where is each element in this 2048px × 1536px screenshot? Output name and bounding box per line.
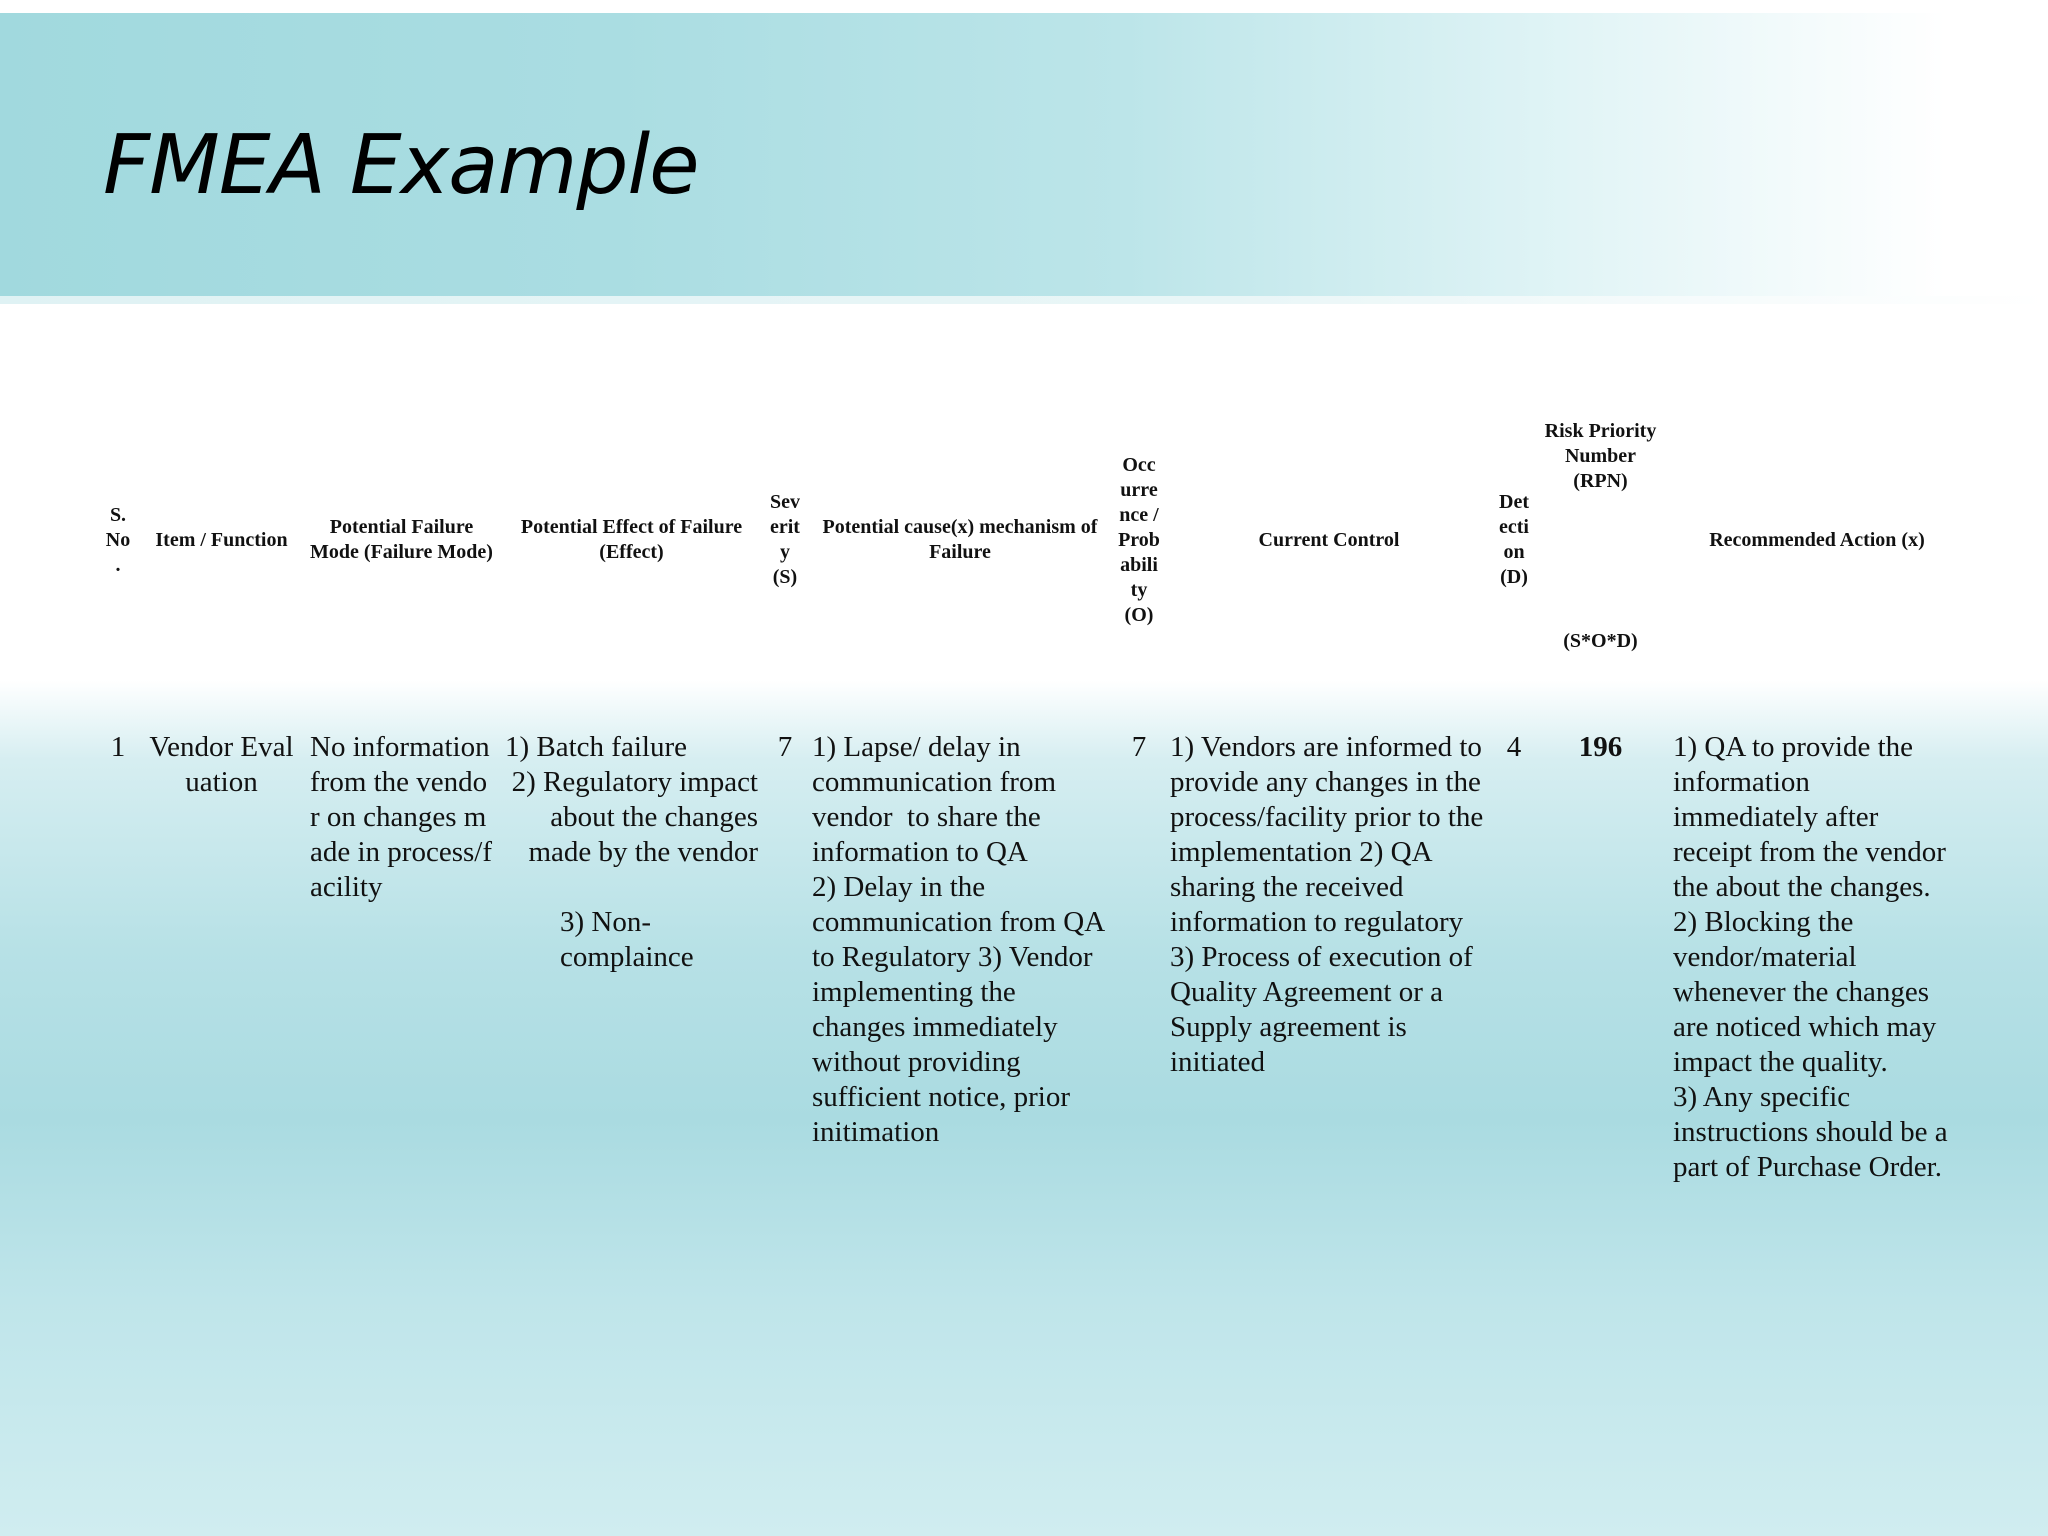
cell-item: Vendor Evaluation	[149, 731, 294, 798]
page-title: FMEA Example	[103, 118, 699, 213]
fmea-table	[97, 350, 1967, 1185]
cell-rpn: 196	[1578, 731, 1623, 763]
cause-line-1: 1) Lapse/ delay in communication from vendor to share the information to QA	[812, 731, 1064, 868]
header-detection: Detection (D)	[1499, 491, 1529, 588]
header-rpn-formula: (S*O*D)	[1563, 629, 1638, 652]
cell-effect	[499, 730, 764, 1185]
header-row	[97, 350, 1967, 730]
header-sno: S. No .	[105, 503, 131, 576]
action-line-3: 3) Any specific instructions should be a part of Purchase Order.	[1673, 1081, 1955, 1183]
action-line-2: 2) Blocking the vendor/material whenever the changes are noticed which may impact the quality.	[1673, 906, 1944, 1078]
effect-line-1: 1) Batch failure	[505, 731, 687, 763]
header-cause: Potential cause(x) mechanism of Failure	[822, 516, 1098, 563]
effect-line-2: 2) Regulatory impact about the changes made by the vendor	[511, 766, 766, 868]
header-occurrence: Occurrence / Probability (O)	[1118, 453, 1160, 626]
header-rpn	[1534, 350, 1667, 730]
banner-divider	[0, 296, 2048, 304]
cell-sno: 1	[110, 731, 126, 763]
action-line-1: 1) QA to provide the information immediately after receipt from the vendor the about the changes.	[1673, 731, 1954, 903]
header-item: Item / Function	[155, 528, 288, 551]
top-strip	[0, 0, 2048, 13]
cell-cause	[806, 730, 1114, 1185]
table-row	[97, 730, 1967, 1185]
header-severity: Severity (S)	[770, 491, 800, 588]
cause-line-2: 2) Delay in the communication from QA to Regulatory 3) Vendor implementing the changes immediately without providing sufficient notice, prior initimation	[812, 871, 1111, 1148]
header-rpn-title: Risk Priority Number (RPN)	[1544, 419, 1657, 492]
cell-severity: 7	[777, 731, 793, 763]
header-action: Recommended Action (x)	[1709, 528, 1925, 551]
cell-control: 1) Vendors are informed to provide any changes in the process/facility prior to the implementation 2) QA sharing the received information to regulatory 3) Process of execution of Quality Agreement or a Supply agreement is initiated	[1170, 731, 1484, 1078]
effect-line-3: 3) Non-complaince	[560, 906, 694, 973]
cell-detection: 4	[1506, 731, 1522, 763]
header-effect: Potential Effect of Failure (Effect)	[520, 516, 743, 563]
header-failure-mode: Potential Failure Mode (Failure Mode)	[310, 516, 493, 563]
cell-action	[1667, 730, 1967, 1185]
cell-occurrence: 7	[1131, 731, 1147, 763]
header-control: Current Control	[1258, 528, 1400, 551]
cell-failure-mode: No information from the vendor on changes made in process/facility	[310, 731, 492, 903]
